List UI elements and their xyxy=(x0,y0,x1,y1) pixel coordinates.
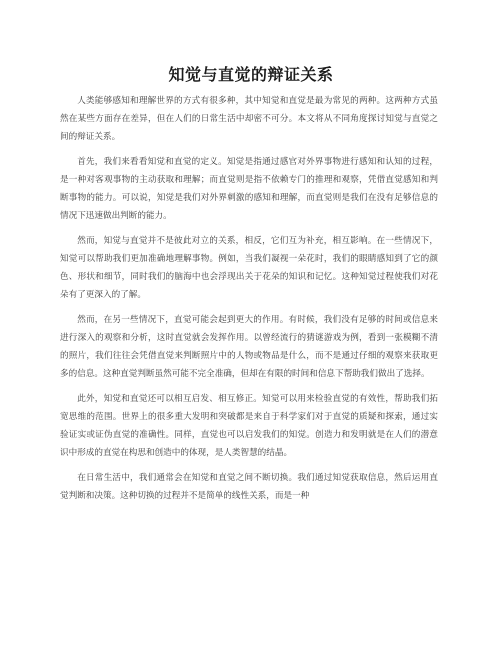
paragraph-intro: 人类能够感知和理解世界的方式有很多种，其中知觉和直觉是最为常见的两种。这两种方式虽然在某些方面存在差异，但在人们的日常生活中却密不可分。本文将从不同角度探讨知觉与直觉之间的辩证关系。 xyxy=(60,96,438,142)
document-title: 知觉与直觉的辩证关系 xyxy=(168,65,334,84)
document-body xyxy=(60,92,438,512)
paragraph-definitions: 首先，我们来看看知觉和直觉的定义。知觉是指通过感官对外界事物进行感知和认知的过程，是一种对客观事物的主动获取和理解；而直觉则是指不依赖专门的推理和观察，凭借直觉感知和判断事物的能力。可以说，知觉是我们对外界刺激的感知和理解，而直觉则是我们在没有足够信息的情况下迅速做出判断的能力。 xyxy=(60,157,438,221)
paragraph-complement: 然而，知觉与直觉并不是彼此对立的关系，相反，它们互为补充，相互影响。在一些情况下，知觉可以帮助我们更加准确地理解事物。例如，当我们凝视一朵花时，我们的眼睛感知到了它的颜色、形状和细节，同时我们的脑海中也会浮现出关于花朵的知识和记忆。这种知觉过程使我们对花朵有了更深入的了解。 xyxy=(60,236,438,300)
paragraph-mutual-inspiration: 此外，知觉和直觉还可以相互启发、相互修正。知觉可以用来检验直觉的有效性，帮助我们拓宽思维的范围。世界上的很多重大发明和突破都是来自于科学家们对于直觉的质疑和探索，通过实验证实或证伪直觉的准确性。同样，直觉也可以启发我们的知觉。创造力和发明就是在人们的潜意识中形成的直觉在构思和创造中的体现，是人类智慧的结晶。 xyxy=(60,394,438,458)
paragraph-daily-life: 在日常生活中，我们通常会在知觉和直觉之间不断切换。我们通过知觉获取信息，然后运用直觉判断和决策。这种切换的过程并不是简单的线性关系，而是一种 xyxy=(60,473,438,501)
paragraph-intuition-role: 然而，在另一些情况下，直觉可能会起到更大的作用。有时候，我们没有足够的时间或信息来进行深入的观察和分析，这时直觉就会发挥作用。以曾经流行的猜谜游戏为例，看到一张模糊不清的照片，我们往往会凭借直觉来判断照片中的人物或物品是什么，而不是通过仔细的观察来获取更多的信息。这种直觉判断虽然可能不完全准确，但却在有限的时间和信息下帮助我们做出了选择。 xyxy=(60,315,438,379)
